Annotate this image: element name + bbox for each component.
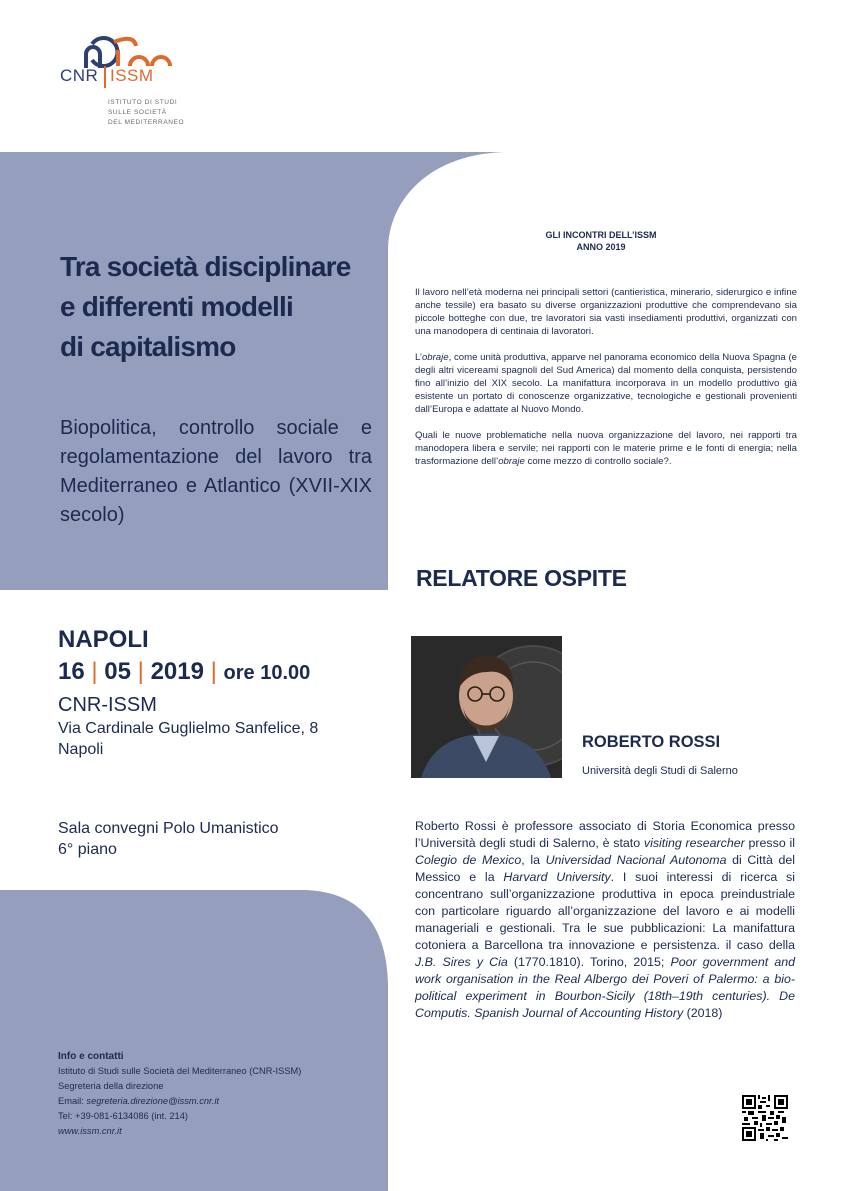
relatore-heading: RELATORE OSPITE xyxy=(416,565,627,591)
website-link[interactable]: www.issm.cnr.it xyxy=(58,1126,122,1136)
contacts-block: Info e contatti Istituto di Studi sulle Società del Mediterraneo (CNR-ISSM) Segreteria della direzione Email: segreteria.direzione@issm.cnr.it Tel: +39-081-6134086 (int. 214) www.issm.cnr.it xyxy=(58,1049,378,1139)
intro-paragraph-3: Quali le nuove problematiche nella nuova organizzazione del lavoro, nei rapporti tra manodopera libera e servile; nei rapporti con le materie prime e le fonti di energia; nella trasformazione dell’obraje come mezzo di controllo sociale?. xyxy=(415,430,797,467)
logo-subtitle: ISTITUTO DI STUDI SULLE SOCIETÀ DEL MEDITERRANEO xyxy=(108,99,185,126)
qr-code-icon xyxy=(742,1095,788,1141)
intro-paragraph-2: L’obraje, come unità produttiva, apparve nel panorama economico della Nuova Spagna (e degli altri vicereami spagnoli del Sud America) dal momento della conquista, persistendo fino all’inizio del XIX secolo. La manifattura incorporava in un modello produttivo già esistente un portato di conoscenze organizzative, tecnologiche e gestionali provenienti dall’Europa e adattate al Nuovo Mondo. xyxy=(415,352,797,415)
series-heading: GLI INCONTRI DELL’ISSM ANNO 2019 xyxy=(545,230,657,252)
intro-text xyxy=(415,286,797,481)
event-date: 16 | 05 | 2019 | ore 10.00 xyxy=(58,658,311,685)
email-link[interactable]: segreteria.direzione@issm.cnr.it xyxy=(86,1096,220,1106)
event-venue: CNR-ISSM xyxy=(58,694,157,716)
event-title: Tra società disciplinare e differenti modelli di capitalismo xyxy=(60,251,351,362)
logo-divider xyxy=(104,66,106,88)
speaker-name: ROBERTO ROSSI xyxy=(582,733,721,751)
event-address: Via Cardinale Guglielmo Sanfelice, 8 Napoli xyxy=(58,720,319,758)
event-subtitle: Biopolitica, controllo sociale e regolamentazione del lavoro tra Mediterraneo e Atlantico (XVII-XIX secolo) xyxy=(60,417,372,526)
speaker-photo xyxy=(411,636,562,778)
logo-cnr-text: CNR xyxy=(60,66,99,85)
intro-paragraph-1: Il lavoro nell’età moderna nei principali settori (cantieristica, minerario, siderurgico e infine anche tessile) era basato su diverse organizzazioni produttive che comprendevano sia piccole botteghe con due, tre lavoratori sia vasti insediamenti produttivi, organizzati con una manodopera di centinaia di lavoratori. xyxy=(415,287,797,337)
event-city: NAPOLI xyxy=(58,626,149,653)
logo-issm-text: ISSM xyxy=(110,66,154,85)
contacts-heading: Info e contatti xyxy=(58,1051,124,1062)
speaker-bio: Roberto Rossi è professore associato di Storia Economica presso l’Università degli studi di Salerno, è stato visiting researcher presso il Colegio de Mexico, la Universidad Nacional Autonoma di Città del Messico e la Harvard University. I suoi interessi di ricerca si concentrano sull’organizzazione produttiva in epoca preindustriale con particolare riguardo all’organizzazione del lavoro e ai modelli manageriali e gestionali. Tra le sue pubblicazioni: La manifattura cotoniera a Barcellona tra innovazione e persistenza. il caso della J.B. Sires y Cia (1770.1810). Torino, 2015; Poor government and work organisation in the Real Albergo dei Poveri of Palermo: a bio-political experiment in Bourbon-Sicily (18th–19th centuries). De Computis. Spanish Journal of Accounting History (2018) xyxy=(415,819,795,1020)
event-room: Sala convegni Polo Umanistico 6° piano xyxy=(58,820,279,858)
speaker-affiliation: Università degli Studi di Salerno xyxy=(582,765,738,777)
lower-panel-white-curve xyxy=(0,890,388,1191)
